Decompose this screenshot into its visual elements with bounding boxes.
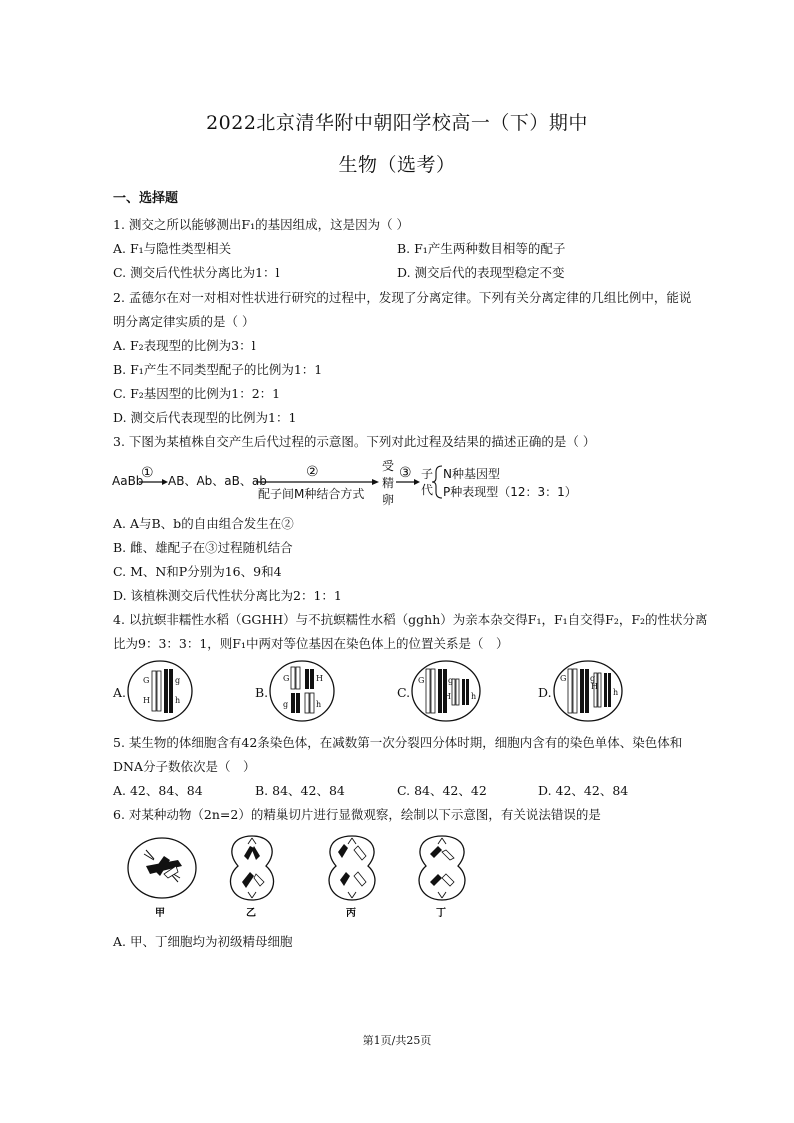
gene-label-g-lower: g (283, 700, 289, 709)
gene-label-h-lower: h (175, 696, 181, 705)
q1-option-a: A. F₁与隐性类型相关 (113, 241, 232, 256)
q3-option-c: C. M、N和P分别为16、9和4 (113, 564, 282, 579)
cell-label-bing: 丙 (346, 908, 356, 919)
q1-stem: 1. 测交之所以能够测出F₁的基因组成，这是因为（ ） (113, 217, 410, 232)
diagram-parent: AaBb (112, 474, 144, 488)
gene-label-g-lower: g (448, 676, 454, 685)
gene-label-h-upper: H (444, 692, 451, 701)
diagram-step3: ③ (399, 465, 412, 481)
gene-label-g-upper: G (283, 674, 290, 683)
cell-label-yi: 乙 (246, 908, 256, 919)
q2-option-d: D. 测交后代表现型的比例为1：1 (113, 410, 297, 425)
q2-option-b: B. F₁产生不同类型配子的比例为1：1 (113, 362, 323, 377)
q4-stem-line1: 4. 以抗螟非糯性水稻（GGHH）与不抗螟糯性水稻（gghh）为亲本杂交得F₁，F₁自交得F₂，F₂的性状分离 (113, 612, 708, 627)
cell-jia (128, 838, 196, 919)
gene-label-g-upper: G (418, 676, 425, 685)
q4-stem-line2: 比为9：3：3：1，则F₁中两对等位基因在染色体上的位置关系是（ ） (113, 636, 509, 651)
q3-process-diagram (110, 458, 580, 508)
gene-label-g-upper: G (143, 676, 150, 685)
q3-stem: 3. 下图为某植株自交产生后代过程的示意图。下列对此过程及结果的描述正确的是（ ） (113, 434, 596, 449)
cell-label-jia: 甲 (155, 908, 165, 919)
q5-option-b: B. 84、42、84 (255, 783, 345, 798)
q3-option-a: A. A与B、b的自由组合发生在② (113, 516, 294, 531)
q6-option-a: A. 甲、丁细胞均为初级精母细胞 (113, 934, 293, 949)
q4-option-d-label: D. (538, 685, 552, 700)
q4-option-a-label: A. (113, 685, 127, 700)
q3-option-d: D. 该植株测交后代性状分离比为2：1：1 (113, 588, 342, 603)
q5-option-d: D. 42、42、84 (538, 783, 629, 798)
q2-stem-line2: 明分离定律实质的是（ ） (113, 314, 255, 329)
gene-label-h-upper: H (316, 674, 323, 683)
diagram-offspring-1: 子 (421, 467, 434, 481)
diagram-step1: ① (141, 465, 154, 481)
q5-option-c: C. 84、42、42 (397, 783, 487, 798)
gene-label-g-lower: g (175, 676, 181, 685)
diagram-gametes: AB、Ab、aB、ab (168, 474, 267, 488)
gene-label-h-lower: h (316, 700, 322, 709)
q2-stem-line1: 2. 孟德尔在对一对相对性状进行研究的过程中，发现了分离定律。下列有关分离定律的几组比例中，能说 (113, 290, 692, 305)
q5-stem-line1: 5. 某生物的体细胞含有42条染色体，在减数第一次分裂四分体时期，细胞内含有的染色单体、染色体和 (113, 735, 683, 750)
gene-label-g-lower: g (590, 674, 596, 683)
q2-option-c: C. F₂基因型的比例为1：2：1 (113, 386, 281, 401)
diagram-p-phenotypes: P种表现型（12：3：1） (443, 485, 577, 499)
gene-label-h-upper: H (143, 696, 150, 705)
diagram-offspring-2: 代 (421, 483, 434, 497)
q1-option-b: B. F₁产生两种数目相等的配子 (397, 241, 566, 256)
page-title: 2022北京清华附中朝阳学校高一（下）期中 (206, 112, 588, 134)
q1-option-c: C. 测交后代性状分离比为1：l (113, 265, 280, 280)
q6-cell-division-figure (124, 830, 484, 922)
q6-stem: 6. 对某种动物（2n=2）的精巢切片进行显微观察，绘制以下示意图，有关说法错误的是 (113, 807, 601, 822)
cell-bing (329, 836, 375, 919)
cell-label-ding: 丁 (436, 908, 446, 919)
q4-option-a-cell-diagram (126, 659, 194, 723)
q4-option-c-cell-diagram (410, 659, 482, 723)
q4-option-d-cell-diagram (552, 659, 624, 723)
page-subtitle: 生物（选考） (338, 154, 456, 176)
gene-label-h-lower: h (471, 692, 477, 701)
q4-option-b-label: B. (255, 685, 269, 700)
q3-option-b: B. 雌、雄配子在③过程随机结合 (113, 540, 293, 555)
q2-option-a: A. F₂表现型的比例为3：l (113, 338, 256, 353)
diagram-fert-1: 受 (382, 459, 395, 473)
q4-option-b-cell-diagram (268, 659, 336, 723)
diagram-fert-2: 精 (382, 476, 395, 490)
diagram-step2-label: 配子间M种结合方式 (258, 487, 365, 501)
gene-label-h-lower: h (613, 688, 619, 697)
cell-ding (419, 836, 465, 919)
q5-option-a: A. 42、84、84 (113, 783, 203, 798)
section-heading: 一、选择题 (113, 191, 179, 206)
gene-label-g-upper: G (560, 674, 567, 683)
diagram-step2: ② (306, 464, 319, 480)
diagram-n-genotypes: N种基因型 (443, 467, 500, 481)
cell-yi (230, 836, 273, 919)
gene-label-h-upper: H (591, 682, 598, 691)
page-footer: 第1页/共25页 (362, 1034, 432, 1047)
q5-stem-line2: DNA分子数依次是（ ） (113, 759, 256, 774)
q1-option-d: D. 测交后代的表现型稳定不变 (397, 265, 565, 280)
q4-option-c-label: C. (397, 685, 411, 700)
diagram-fert-3: 卵 (382, 493, 395, 507)
